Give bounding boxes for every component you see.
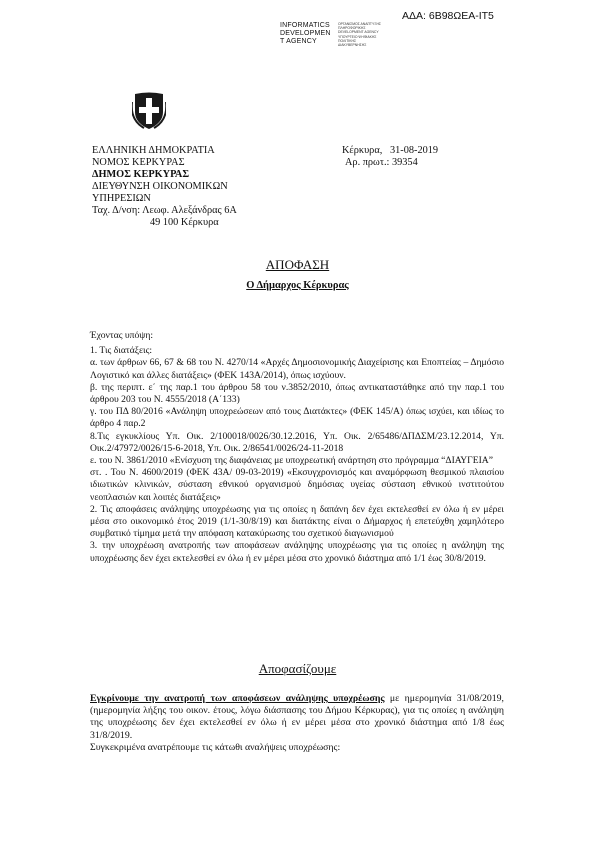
header-address: Ταχ. Δ/νση: Λεωφ. Αλεξάνδρας 6Α <box>92 205 237 216</box>
decision-last-line: Συγκεκριμένα ανατρέπουμε τις κάτωθι αναλήψεις υποχρέωσης: <box>90 741 341 753</box>
paragraph: 3. την υποχρέωση ανατροπής των αποφάσεων ανάληψης υποχρέωσης για τις οποίες η ανάληψη της υποχρέωσης δεν έχει εκτελεσθεί εν όλω ή εν μέρει μέσα στο χρονικό διάστημα από 1/1 έως 30/8/2019. <box>90 540 504 564</box>
ida-logo-line: DEVELOPMEN <box>280 30 331 37</box>
considerations-section <box>90 330 504 565</box>
greek-emblem-icon <box>132 92 166 130</box>
paragraph: ε. του Ν. 3861/2010 «Ενίσχυση της διαφάνειας με υποχρεωτική ανάρτηση στο πρόγραμμα “ΔΙΑΥΓΕΙΑ” <box>90 455 493 467</box>
ida-small-line: ΟΡΓΑΝΙΣΜΟΣ ΑΝΑΠΤΥΞΗΣ <box>338 22 382 26</box>
ida-logo-small-text <box>338 22 381 47</box>
place-date: Κέρκυρα, 31-08-2019 <box>342 145 439 156</box>
ida-logo-line: INFORMATICS <box>280 22 330 29</box>
paragraph: γ. του ΠΔ 80/2016 «Ανάληψη υποχρεώσεων από τους Διατάκτες» (ΦΕΚ 145/Α) όπως ισχύει, και ιδίως το άρθρο 4 παρ.2 <box>90 406 504 430</box>
ada-code: ΑΔΑ: 6Β98ΩΕΑ-ΙΤ5 <box>402 10 494 22</box>
ida-small-line: DEVELOPMENT AGENCY <box>338 30 379 35</box>
document-subtitle: Ο Δήμαρχος Κέρκυρας <box>246 280 349 291</box>
decision-section <box>90 693 504 754</box>
header-postcode: 49 100 Κέρκυρα <box>150 217 219 228</box>
ida-small-line: ΔΙΑΚΥΒΕΡΝΗΣΗΣ <box>338 43 367 48</box>
header-right <box>342 145 438 169</box>
ida-small-line: ΠΟΛΙΤΙΚΗΣ <box>338 38 357 43</box>
ida-logo-line: T AGENCY <box>280 38 317 45</box>
protocol-number: Αρ. πρωτ.: 39354 <box>345 157 418 168</box>
paragraph: 8.Τις εγκυκλίους Υπ. Οικ. 2/100018/0026/30.12.2016, Υπ. Οικ. 2/65486/ΔΠΔΣΜ/23.12.2014, Υπ. Οικ.2/47972/0026/15-6-2018, Υπ. Οικ. 2/86541/0026/24-11-2018 <box>90 430 504 454</box>
header-republic: ΕΛΛΗΝΙΚΗ ΔΗΜΟΚΡΑΤΙΑ <box>92 145 215 156</box>
header-prefecture: ΝΟΜΟΣ ΚΕΡΚΥΡΑΣ <box>92 157 185 168</box>
paragraph: 2. Τις αποφάσεις ανάληψης υποχρέωσης για τις οποίες η δαπάνη δεν έχει εκτελεσθεί εν όλω ή εν μέρει μέσα στο οικονομικό έτος 2019 (1/1-30/8/19) και διατάκτης είναι ο Δήμαρχος ή επετεύχθη χαμηλότερο συμβατικό τίμημα μετά την απόφαση κατακύρωσης του σχετικού διαγωνισμού <box>90 503 504 540</box>
decision-heading: Αποφασίζουμε <box>258 661 337 676</box>
paragraph: στ. . Του Ν. 4600/2019 (ΦΕΚ 43Α/ 09-03-2019) «Εκσυγχρονισμός και αναμόρφωση θεσμικού πλαισίου ιδιωτικών κλινικών, σύσταση εθνικού οργανισμού δημόσιας υγείας σύσταση εθνικού ινστιτούτου νεοπλασιών και λοιπές διατάξεις» <box>90 467 504 503</box>
header-services: ΥΠΗΡΕΣΙΩΝ <box>92 193 151 204</box>
header-directorate: ΔΙΕΥΘΥΝΣΗ ΟΙΚΟΝΟΜΙΚΩΝ <box>92 181 228 192</box>
decision-lead: Εγκρίνουμε την ανατροπή των αποφάσεων ανάληψης υποχρέωσης <box>90 693 385 704</box>
paragraph: 1. Τις διατάξεις: <box>90 345 153 357</box>
paragraph: α. των άρθρων 66, 67 & 68 του Ν. 4270/14 «Αρχές Δημοσιονομικής Διαχείρισης και Εποπτείας – Δημόσιο Λογιστικό και άλλες διατάξεις» (ΦΕΚ 143Α/2014), όπως ισχύουν. <box>90 357 504 381</box>
decision-text: με ημερομηνία 31/08/2019, (ημερομηνία λήξης του οικον. έτους, λόγω διάσπασης του Δήμου Κέρκυρας), για τις οποίες η ανάληψη της υποχρέωσης δεν έχει εκτελεσθεί εν όλω ή εν μέρει μέσα στο χρονικό διάστημα από 1/8 έως 31/8/2019. <box>90 693 504 741</box>
considerations-intro: Έχοντας υπόψη: <box>90 330 153 341</box>
header-municipality: ΔΗΜΟΣ ΚΕΡΚΥΡΑΣ <box>92 169 190 180</box>
document-title: ΑΠΟΦΑΣΗ <box>265 257 330 272</box>
decision-paragraph <box>90 693 504 742</box>
ida-small-line: ΥΠΟΥΡΓΕΙΟ ΨΗΦΙΑΚΗΣ <box>338 34 377 39</box>
paragraph: β. της περιπτ. ε΄ της παρ.1 του άρθρου 58 του ν.3852/2010, όπως αντικαταστάθηκε από την παρ.1 του άρθρου 203 του Ν. 4555/2018 (Α΄133) <box>90 381 504 406</box>
ida-small-line: ΠΛΗΡΟΦΟΡΙΚΗΣ <box>338 26 366 31</box>
header-left <box>92 145 237 229</box>
ida-logo-text <box>280 22 331 46</box>
